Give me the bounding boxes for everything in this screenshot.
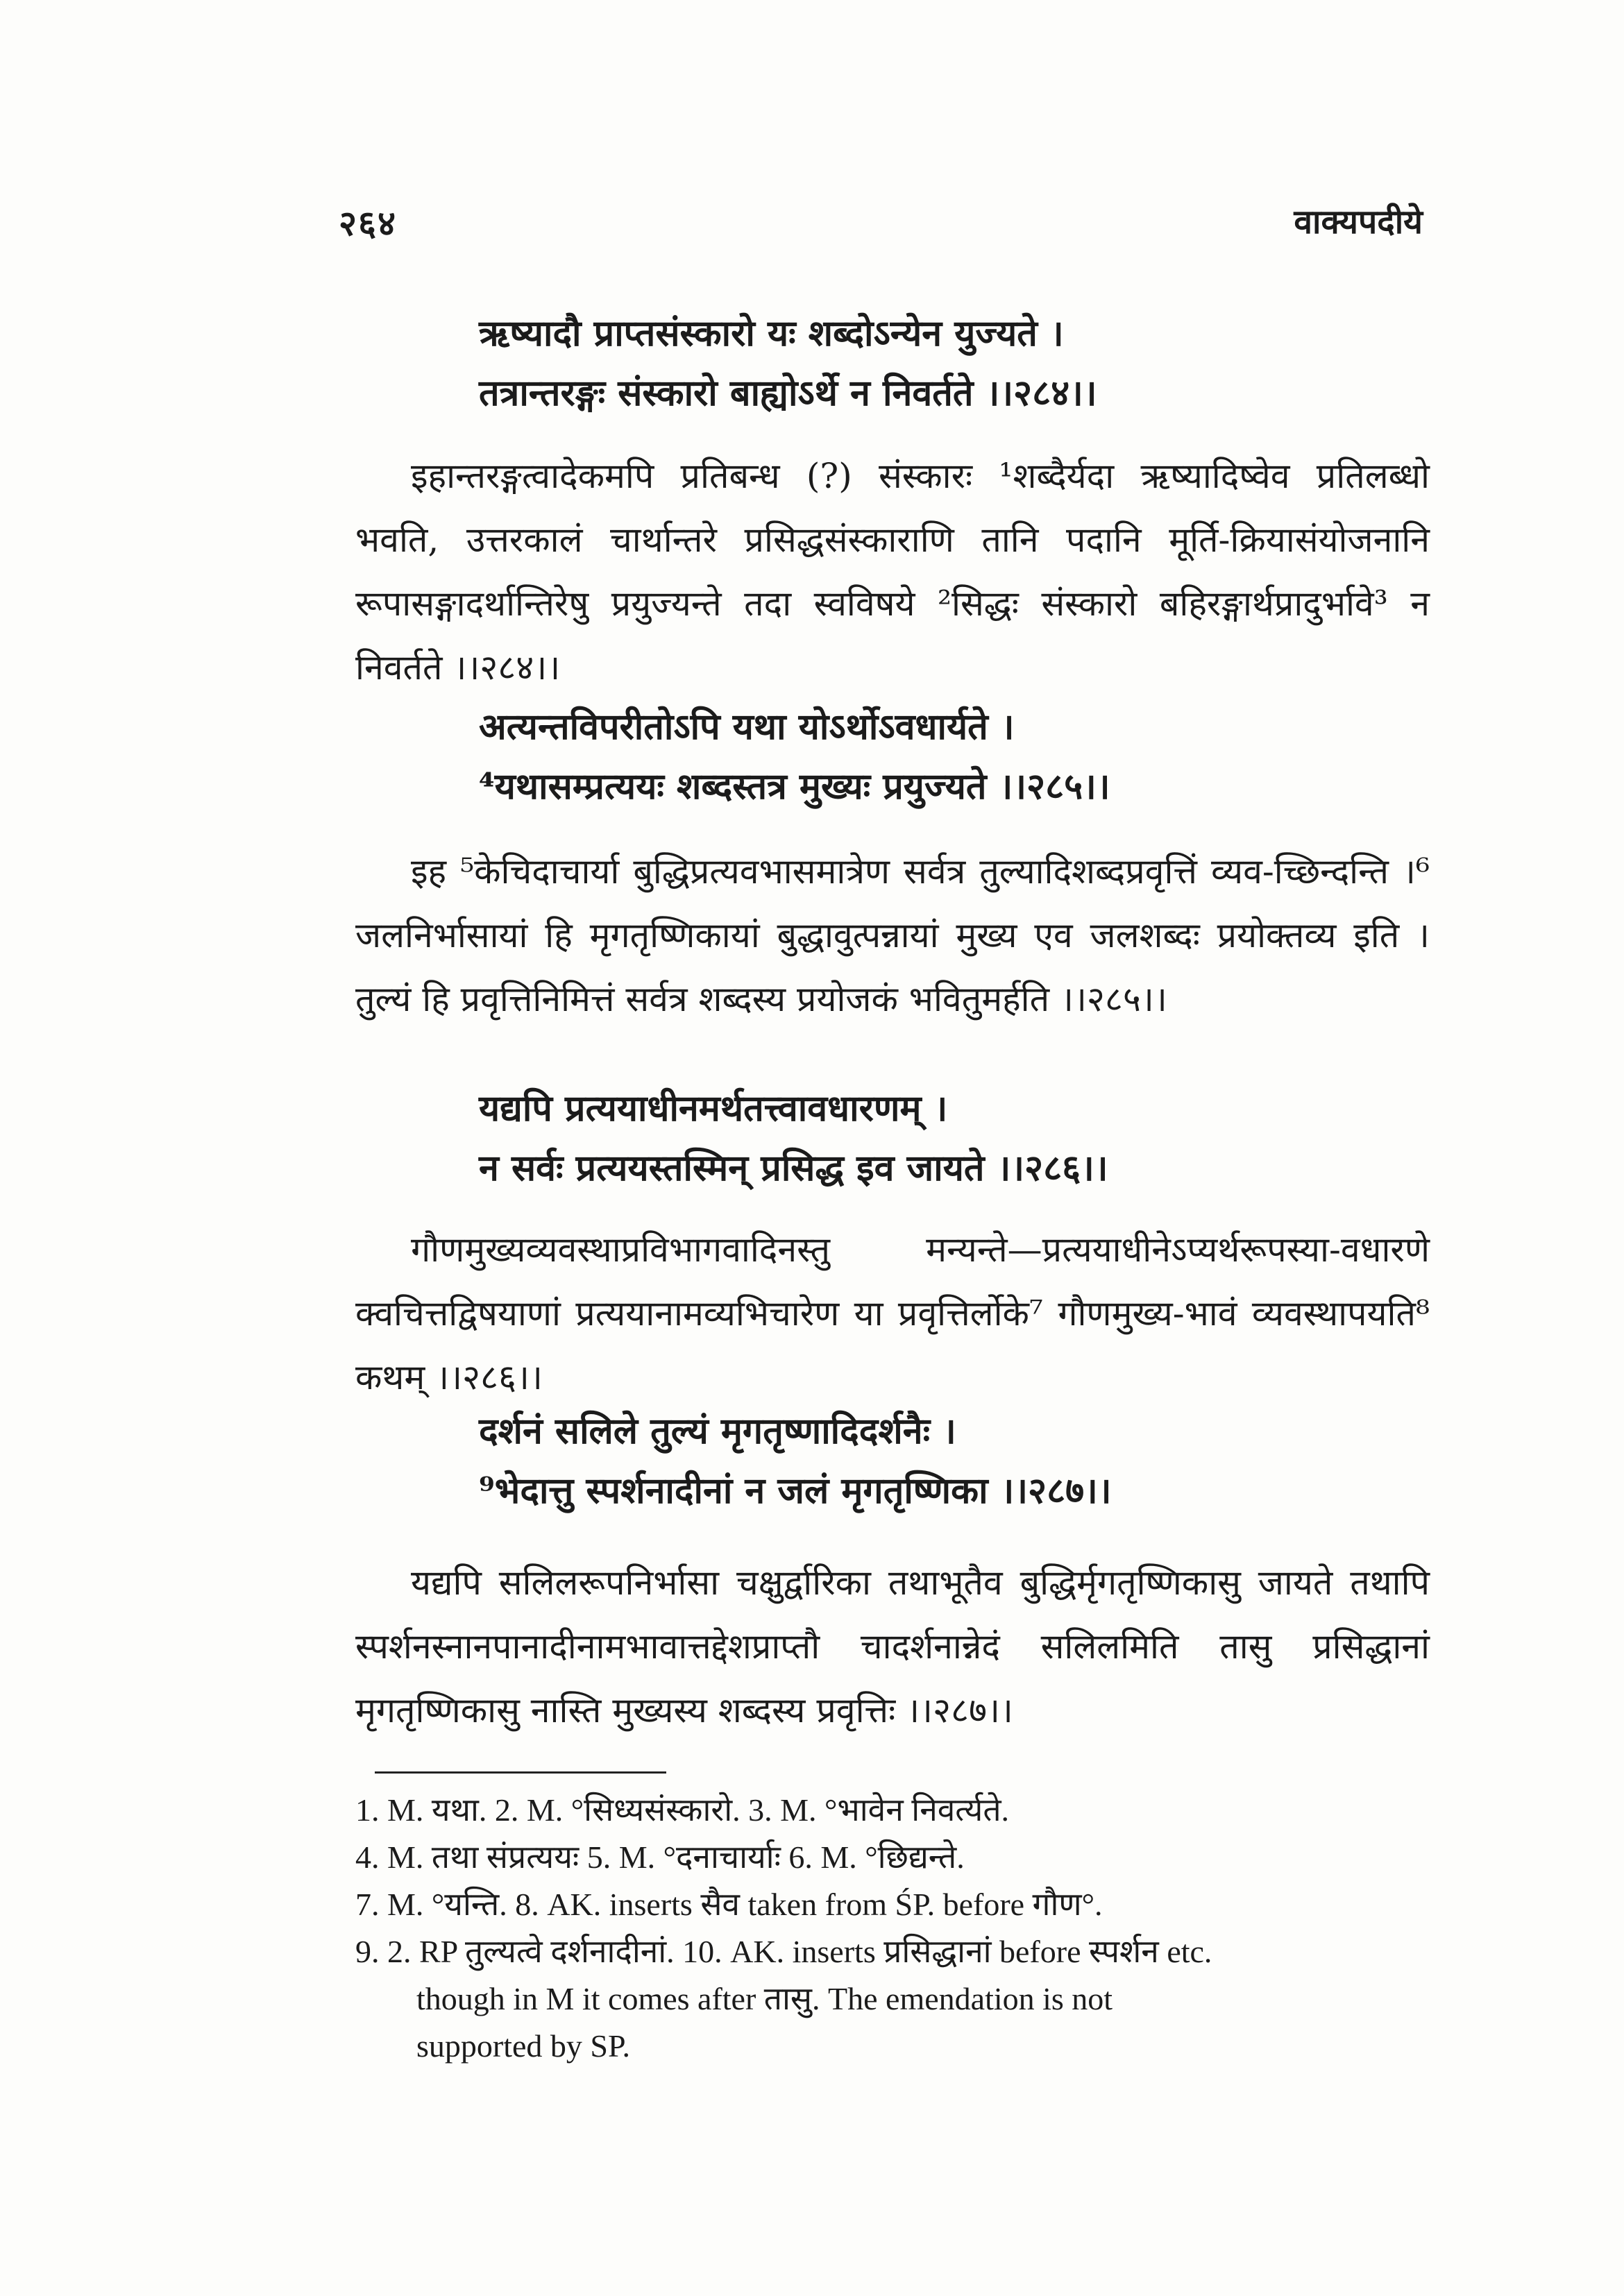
verse-line: दर्शनं सलिले तुल्यं मृगतृष्णादिदर्शनैः । (479, 1410, 956, 1452)
footnote-line: supported by SP. (416, 2028, 630, 2064)
verse-line: न सर्वः प्रत्ययस्तस्मिन् प्रसिद्ध इव जायते ।।२८६।। (479, 1147, 1108, 1189)
verse-287 (479, 1402, 1520, 1521)
commentary-paragraph: इह ⁵केचिदाचार्या बुद्धिप्रत्यवभासमात्रेण सर्वत्र तुल्यादिशब्दप्रवृत्तिं व्यव-च्छिन्दन्ति ।⁶ जलनिर्भासायां हि मृगतृष्णिकायां बुद्धावुत्पन्नायां मुख्य एव जलशब्दः प्रयोक्तव्य इति । तुल्यं हि प्रवृत्तिनिमित्तं सर्वत्र शब्दस्य प्रयोजकं भवितुमर्हति ।।२८५।। (355, 851, 1430, 1019)
footnote-separator (375, 1771, 666, 1774)
verse-286 (479, 1079, 1520, 1198)
verse-284 (479, 304, 1520, 423)
footnote-line: though in M it comes after तासु. The emendation is not (416, 1981, 1113, 2016)
verse-285 (479, 697, 1520, 817)
commentary-paragraph: इहान्तरङ्गत्वादेकमपि प्रतिबन्ध (?) संस्कारः ¹शब्दैर्यदा ऋष्यादिष्वेव प्रतिलब्धो भवति, उत्तरकालं चार्थान्तरे प्रसिद्धसंस्काराणि तानि पदानि मूर्ति-क्रियासंयोजनानि रूपासङ्गादर्थान्तिरेषु प्रयुज्यन्ते तदा स्वविषये ²सिद्धः संस्कारो बहिरङ्गार्थप्रादुर्भावे³ न निवर्तते ।।२८४।। (355, 456, 1430, 688)
footnote-line: 9. 2. RP तुल्यत्वे दर्शनादीनां. 10. AK. inserts प्रसिद्धानां before स्पर्शन etc. (355, 1934, 1212, 1969)
commentary-284 (355, 444, 1430, 699)
commentary-paragraph: यद्यपि सलिलरूपनिर्भासा चक्षुर्द्वारिका तथाभूतैव बुद्धिर्मृगतृष्णिकासु जायते तथापि स्पर्शनस्नानपानादीनामभावात्तद्देशप्राप्तौ चादर्शनान्नेदं सलिलमिति तासु प्रसिद्धानां मृगतृष्णिकासु नास्ति मुख्यस्य शब्दस्य प्रवृत्तिः ।।२८७।। (355, 1563, 1430, 1730)
footnotes (355, 1787, 1438, 2070)
verse-line: तत्रान्तरङ्गः संस्कारो बाह्योऽर्थे न निवर्तते ।।२८४।। (479, 372, 1097, 414)
footnote-line: 1. M. यथा. 2. M. °सिध्यसंस्कारो. 3. M. °भावेन निवर्त्यते. (355, 1792, 1010, 1828)
verse-line: ऋष्यादौ प्राप्तसंस्कारो यः शब्दोऽन्येन युज्यते । (479, 312, 1064, 355)
commentary-paragraph: गौणमुख्यव्यवस्थाप्रविभागवादिनस्तु मन्यन्ते—प्रत्ययाधीनेऽप्यर्थरूपस्या-वधारणे क्वचित्तद्विषयाणां प्रत्ययानामव्यभिचारेण या प्रवृत्तिर्लोके⁷ गौणमुख्य-भावं व्यवस्थापयति⁸ कथम् ।।२८६।। (355, 1230, 1430, 1397)
verse-line: अत्यन्तविपरीतोऽपि यथा योऽर्थोऽवधार्यते । (479, 706, 1015, 748)
verse-line: यद्यपि प्रत्ययाधीनमर्थतत्त्वावधारणम् । (479, 1087, 948, 1130)
verse-line: ⁹भेदात्तु स्पर्शनादीनां न जलं मृगतृष्णिका ।।२८७।। (479, 1470, 1112, 1512)
running-title: वाक्यपदीये (1294, 203, 1423, 241)
verse-line: ⁴यथासम्प्रत्ययः शब्दस्तत्र मुख्यः प्रयुज्यते ।।२८५।। (479, 765, 1110, 808)
footnote-line: 4. M. तथा संप्रत्ययः 5. M. °दनाचार्याः 6. M. °छिद्यन्ते. (355, 1839, 965, 1875)
commentary-286 (355, 1218, 1430, 1409)
page-number: २६४ (339, 203, 397, 244)
commentary-285 (355, 840, 1430, 1031)
commentary-287 (355, 1551, 1430, 1742)
footnote-line: 7. M. °यन्ति. 8. AK. inserts सैव taken from ŚP. before गौण°. (355, 1887, 1103, 1922)
